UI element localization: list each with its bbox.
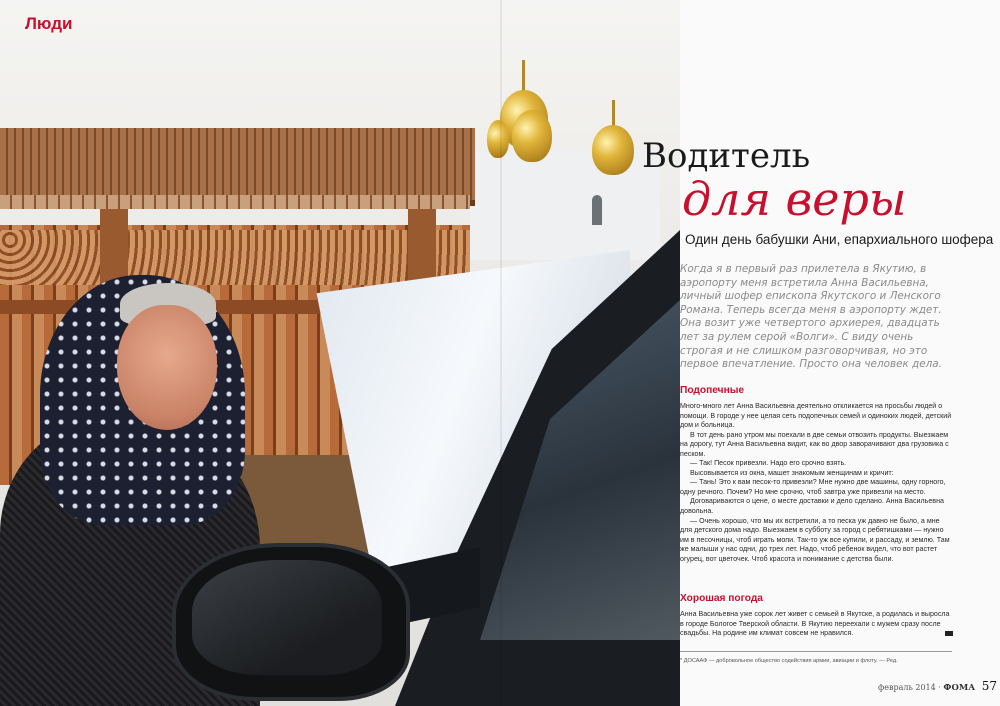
church-window [592,195,602,225]
footnote-rule [680,651,952,652]
footnote: * ДОСААФ — добровольное общество содействия армии, авиации и флоту. — Ред. [680,658,898,664]
gate-roof [0,128,475,200]
page-number: 57 [981,679,998,693]
subtitle: Один день бабушки Ани, епархиального шофера [685,232,994,247]
body-paragraph: В тот день рано утром мы поехали в две семьи отвозить продукты. Выезжаем на дорогу, тут Анна Васильевна видит, как во двор заворачивают два грузовика с песком. [680,430,949,458]
body-paragraph: Анна Васильевна уже сорок лет живет с семьей в Якутске, а родилась и выросла в городе Бологое Тверской области. В Якутию переехали с мужем сразу после свадьбы. На родине им климат совсем не нравился. [680,610,950,638]
page-gutter [500,0,502,706]
section-label: Люди [25,14,73,33]
body-paragraph: — Тань! Это к вам песок-то привезли? Мне нужно две машины, одну горного, одну речного. Почем? Но мне срочно, чтоб завтра уже привезли на место. [680,478,946,496]
page-footer: февраль 2014 · ФОМА 57 [878,679,998,693]
lead-paragraph: Когда я в первый раз прилетела в Якутию, в аэропорту меня встретила Анна Васильевна, личный шофер епископа Якутского и Ленского Романа. Теперь всегда меня в аэропорту ждет. Она возит уже четвертого архиерея, двадцать лет за рулем серой «Волги». С виду очень строгая и не слишком разговорчивая, но это первое впечатление. Просто она человек дела. [680,263,942,371]
golden-dome [592,125,634,175]
section-heading: Хорошая погода [680,593,763,604]
body-paragraph: — Так! Песок привезли. Надо его срочно взять. [690,459,847,468]
golden-dome [487,120,509,158]
body-paragraph: — Очень хорошо, что мы их встретили, а то песка уж давно не было, а мне для детского дома надо. Выезжаем в субботу за город с ребятишками — нужно им в песочницы, чтоб играть мопи. Так-то уж все купили, и рассаду, и землю. Там же малыши у нас одни, до трех лет. Надо, чтоб ребенок видел, что вот растет огурец, вот цветочек. Чтоб красота и понимание с детства были. [680,516,950,563]
golden-dome [512,110,552,162]
fence-lattice [0,230,470,285]
mirror-glass [192,560,382,675]
gate-roof-edge [0,195,470,209]
magazine-name: ФОМА [943,683,976,693]
article-column-2 [680,610,952,639]
article-column-1 [680,402,952,564]
title-line-2: для веры [682,172,907,226]
body-paragraph: Высовывается из окна, машет знакомым женщинам и кричит: [690,468,894,477]
title-line-1: Водитель [642,136,811,176]
church-building [470,150,660,260]
woman-face [117,305,217,430]
section-heading: Подопечные [680,385,745,396]
body-paragraph: Много-много лет Анна Васильевна деятельно откликается на просьбы людей о помощи. В городе у нее целая сеть подопечных семей и одиноких людей, детский дом и больница. [680,402,952,430]
body-paragraph: Договариваются о цене, о месте доставки и дело сделано. Анна Васильевна довольна. [680,497,944,516]
end-of-page-mark [945,631,953,636]
issue-date: февраль 2014 [878,683,936,692]
